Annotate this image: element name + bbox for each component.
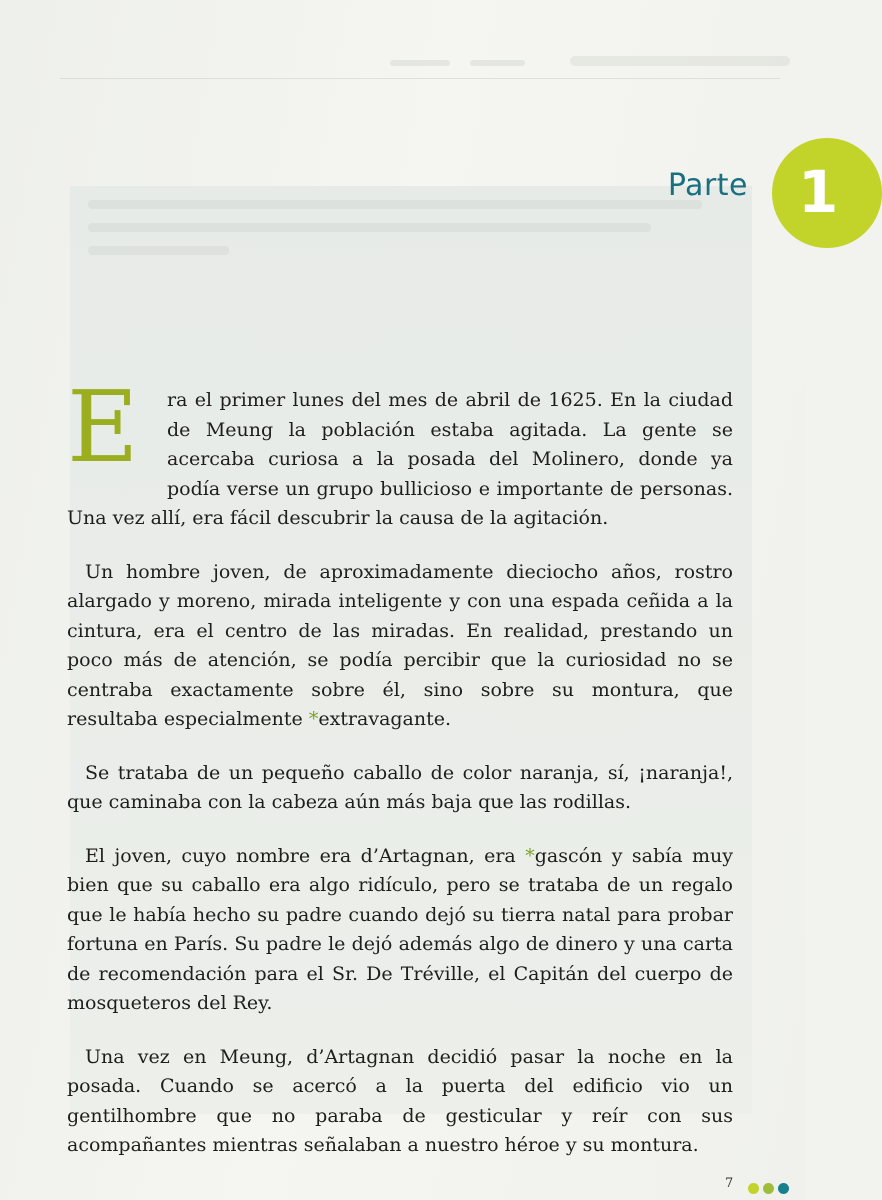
decorative-dot-lime <box>748 1183 759 1194</box>
faded-running-header <box>60 48 780 88</box>
paragraph-4-text: El joven, cuyo nombre era d’Artagnan, era <box>85 844 526 867</box>
drop-cap: E <box>67 371 139 485</box>
body-text <box>67 371 733 1161</box>
section-title: Parte <box>667 168 748 203</box>
glossary-marker: * <box>525 844 535 867</box>
paragraph-2-text: Un hombre joven, de aproximadamente dieciocho años, rostro alargado y moreno, mirada inteligente y con una espada ceñida a la cintura, era el centro de las miradas. En realidad, prestando un poco más de atención, se podía percibir que la curiosidad no se centraba exactamente sobre él, sino sobre su montura, que resultaba especialmente <box>67 560 733 730</box>
page-number: 7 <box>725 1176 734 1191</box>
paragraph-4 <box>67 842 733 1019</box>
faded-background-text <box>88 200 728 280</box>
chapter-number-tab <box>772 138 882 248</box>
decorative-dot-green <box>763 1183 774 1194</box>
chapter-number: 1 <box>798 158 839 226</box>
paragraph-1-text: ra el primer lunes del mes de abril de 1625. En la ciudad de Meung la población estaba agitada. La gente se acercaba curiosa a la posada del Molinero, donde ya podía verse un grupo bullicioso e importante de personas. Una vez allí, era fácil descubrir la causa de la agitación. <box>67 389 733 529</box>
paragraph-1 <box>67 371 733 534</box>
glossary-word: extravagante. <box>318 708 452 730</box>
paragraph-4-text-continued: gascón y sabía muy bien que su caballo era algo ridículo, pero se trataba de un regalo que le había hecho su padre cuando dejó su tierra natal para probar fortuna en París. Su padre le dejó además algo de dinero y una carta de recomendación para el Sr. De Tréville, el Capitán del cuerpo de mosqueteros del Rey. <box>67 844 733 1014</box>
paragraph-3: Se trataba de un pequeño caballo de color naranja, sí, ¡naranja!, que caminaba con la cabeza aún más baja que las rodillas. <box>67 761 733 813</box>
decorative-dot-teal <box>778 1183 789 1194</box>
paragraph-2 <box>67 558 733 735</box>
glossary-marker: * <box>308 708 319 730</box>
paragraph-5: Una vez en Meung, d’Artagnan decidió pasar la noche en la posada. Cuando se acercó a la puerta del edificio vio un gentilhombre que no paraba de gesticular y reír con sus acompañantes mientras señalaban a nuestro héroe y su montura. <box>67 1045 733 1156</box>
